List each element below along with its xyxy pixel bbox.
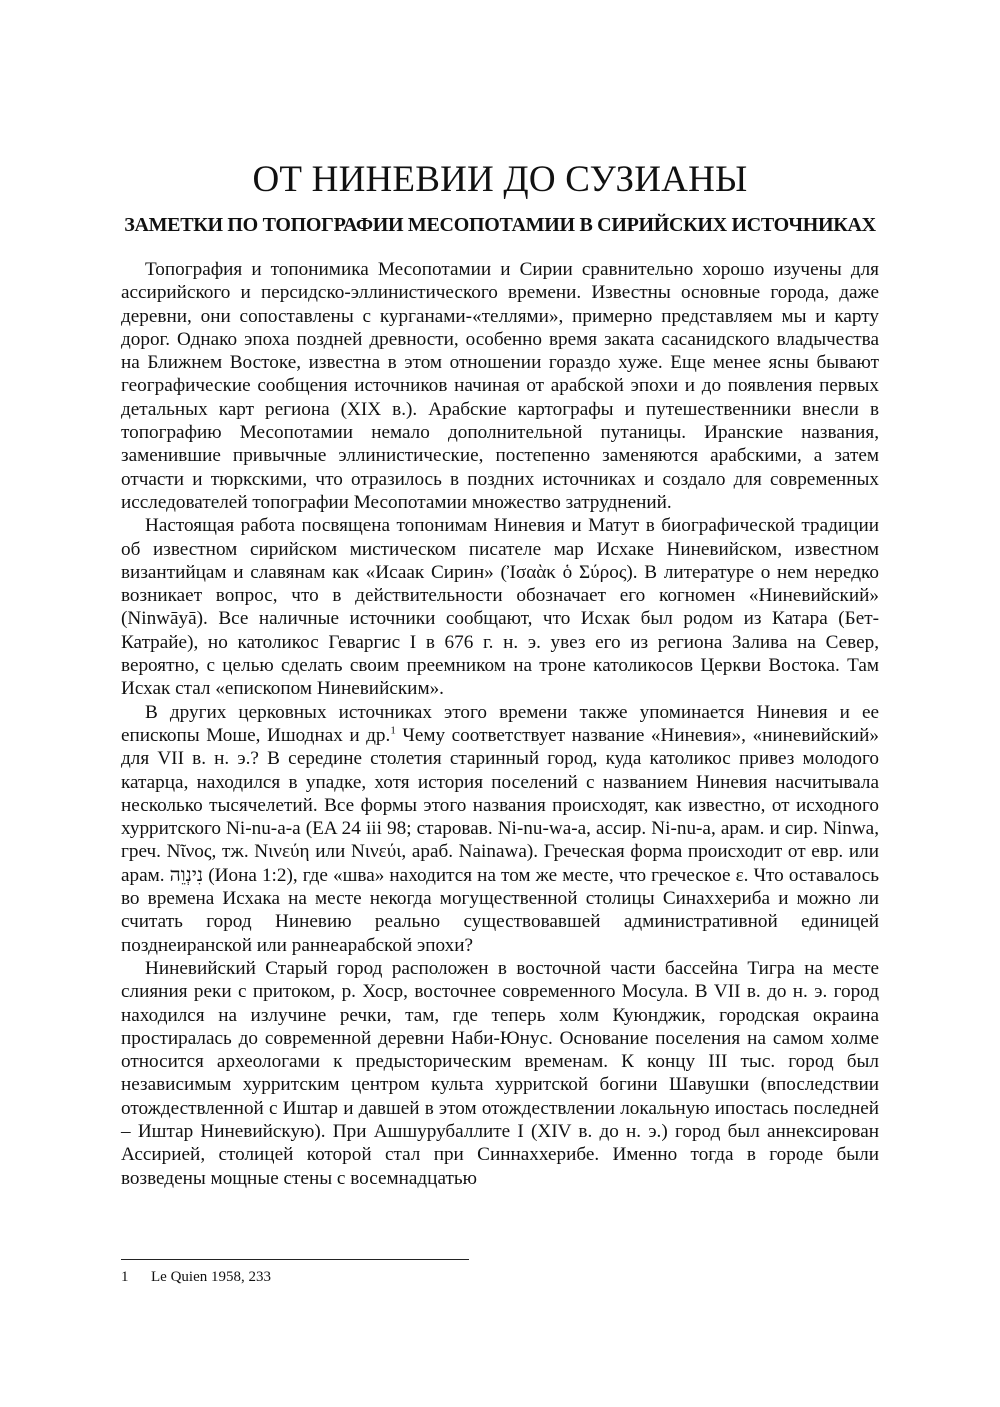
page-title: ОТ НИНЕВИИ ДО СУЗИАНЫ [252,159,748,200]
paragraph-3 [121,701,879,957]
paragraph-3-part-b: Чему соответствует название «Ниневия», «ниневийский» для VII в. н. э.? В середине столетия старинный город, куда католикос привез молодого катарца, находился в упадке, хотя история поселений с названием Ниневия насчитывала несколько тысячелетий. Все формы этого названия происходят, как известно, от исходного хурритского Ni-nu-a-a (EA 24 iii 98; старовав. Ni-nu-wa-a, ассир. Ni-nu-a, арам. и сир. Ninwa, греч. Νῖνος, тж. Νινεύη или Νινεύι, араб. Nainawa). Греческая форма происходит от евр. или арам. נִינְוֵה (Иона 1:2), где «шва» находится на том же месте, что греческое ε. Что оставалось во времена Исхака на месте некогда могущественной столицы Синаххериба и можно ли считать город Ниневию реально существовавшей административной единицей позднеиранской или раннеарабской эпохи? [121,724,879,956]
page-subtitle: ЗАМЕТКИ ПО ТОПОГРАФИИ МЕСОПОТАМИИ В СИРИЙСКИХ ИСТОЧНИКАХ [124,214,876,236]
footnote-divider [121,1259,469,1260]
paragraph-3-part-a: В других церковных источниках этого времени также упоминается Ниневия и ее епископы Моше, Ишоднах и др. [121,701,879,746]
paragraph-4: Ниневийский Старый город расположен в восточной части бассейна Тигра на месте слияния реки с притоком, р. Хоср, восточнее современного Мосула. В VII в. до н. э. город находился на излучине речки, там, где теперь холм Куюнджик, городская окраина простиралась до современной деревни Наби-Юнус. Основание поселения на самом холме относится археологами к предысторическим временам. К концу III тыс. город был независимым хурритским центром культа хурритской богини Шавушки (впоследствии отождествленной с Иштар и давшей в этом отождествлении локальную ипостась последней – Иштар Ниневийскую). При Ашшурубаллите I (XIV в. до н. э.) город был аннексирован Ассирией, столицей которой стал при Синнаххерибе. Именно тогда в городе были возведены мощные стены с восемнадцатью [121,957,879,1189]
footnote [121,1268,271,1286]
footnote-text: Le Quien 1958, 233 [151,1269,271,1285]
footnote-reference: 1 [390,724,396,737]
paragraph-1: Топография и топонимика Месопотамии и Сирии сравнительно хорошо изучены для ассирийского и персидско-эллинистического времени. Известны основные города, даже деревни, они сопоставлены с курганами-«теллями», примерно представляем мы и карту дорог. Однако эпоха поздней древности, особенно время заката сасанидского владычества на Ближнем Востоке, известна в этом отношении гораздо хуже. Еще менее ясны бывают географические сообщения источников начиная от арабской эпохи и до появления первых детальных карт региона (XIX в.). Арабские картографы и путешественники внесли в топографию Месопотамии немало дополнительной путаницы. Иранские названия, заменившие привычные эллинистические, постепенно заменяются арабскими, а затем отчасти и тюркскими, что отразилось в поздних источниках и создало для современных исследователей топографии Месопотамии множество затруднений. [121,259,879,513]
article-body [121,258,879,1190]
footnote-number: 1 [121,1269,129,1285]
paragraph-2: Настоящая работа посвящена топонимам Ниневия и Матут в биографической традиции об известном сирийском мистическом писателе мар Исхаке Ниневийском, известном византийцам и славянам как «Исаак Сирин» (Ἰσαὰκ ὁ Σύρος). В литературе о нем нередко возникает вопрос, что в действительности обозначает его когномен «Ниневийский» (Ninwāyā). Все наличные источники сообщают, что Исхак был родом из Катара (Бет-Катрайе), но католикос Геваргис I в 676 г. н. э. увез его из региона Залива на Север, вероятно, с целью сделать своим преемником на троне католикосов Церкви Востока. Там Исхак стал «епископом Ниневийским». [121,515,879,700]
